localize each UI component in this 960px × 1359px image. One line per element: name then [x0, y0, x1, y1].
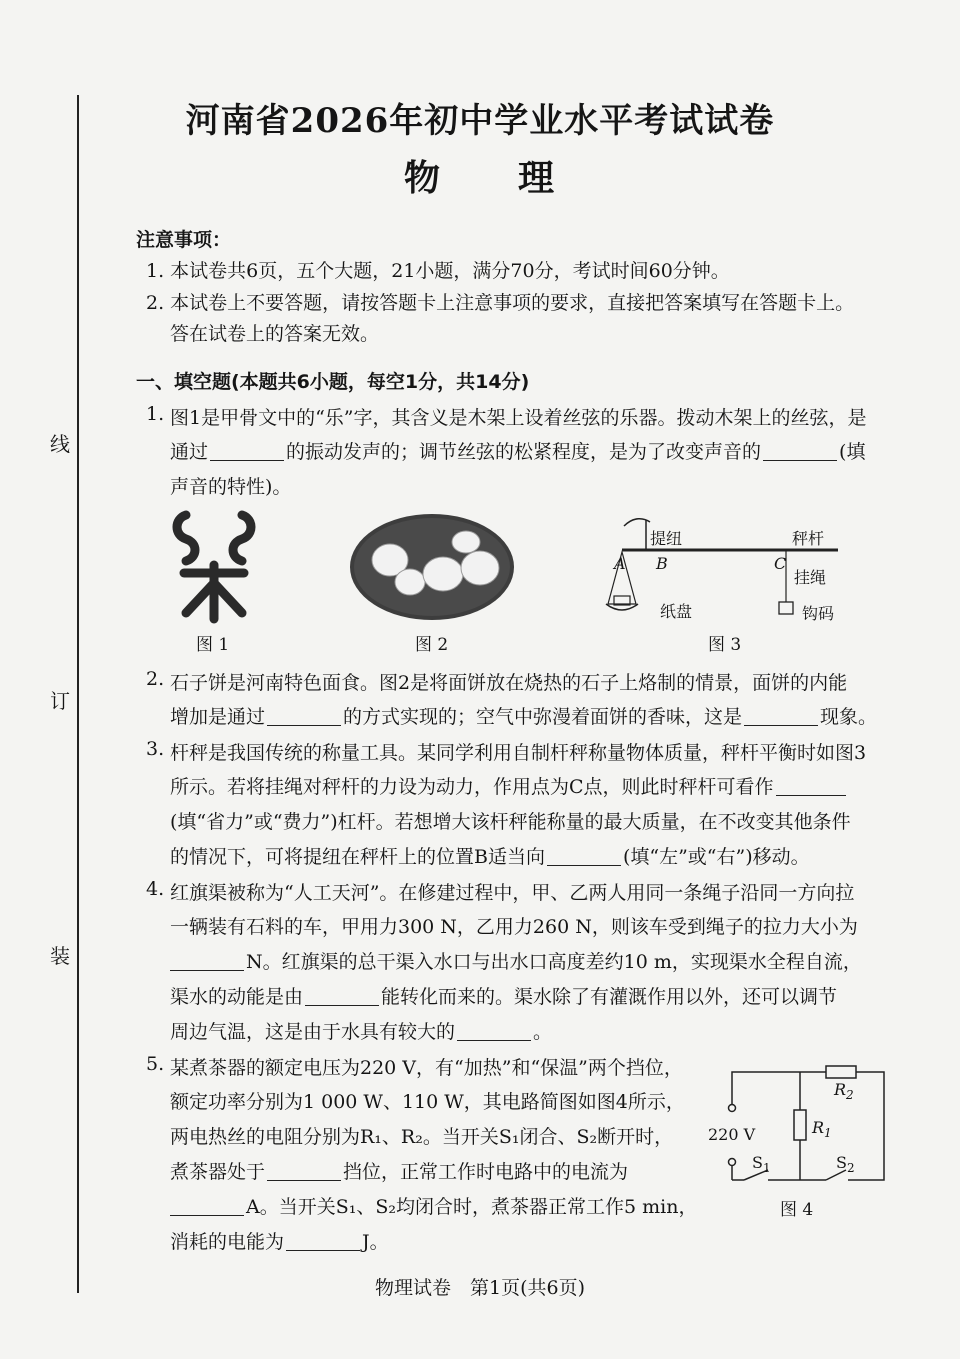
- figure-3-caption: 图 3: [708, 635, 742, 655]
- q3-text-b: 的情况下，可将提纽在秤杆上的位置B适当向: [170, 846, 545, 868]
- q3-line-4: [170, 842, 810, 869]
- q3-number: 3.: [146, 738, 165, 760]
- answer-blank[interactable]: [763, 460, 837, 461]
- answer-blank[interactable]: [170, 1215, 244, 1216]
- q3-text-a: 所示。若将挂绳对秤杆的力设为动力，作用点为C点，则此时秤杆可看作: [170, 776, 774, 798]
- q5-number: 5.: [146, 1053, 165, 1075]
- answer-blank[interactable]: [744, 725, 818, 726]
- fig3-label-c: C: [774, 554, 787, 573]
- q2-text-a: 增加是通过: [170, 706, 266, 728]
- section-heading: 一、填空题(本题共6小题，每空1分，共14分): [136, 371, 530, 393]
- fig3-label-tizu: 提纽: [650, 529, 683, 548]
- answer-blank[interactable]: [457, 1040, 531, 1041]
- q4-text-b: 渠水的动能是由: [170, 986, 304, 1008]
- fig3-label-chenggan: 秤杆: [792, 529, 825, 548]
- fig4-label-r1: $R_1$: [812, 1118, 832, 1141]
- fig3-label-a: A: [614, 554, 626, 573]
- binding-label-zhuang: 装: [50, 944, 70, 968]
- q3-line-1: 杆秤是我国传统的称量工具。某同学利用自制杆秤称量物体质量，秤杆平衡时如图3: [170, 742, 867, 764]
- answer-blank[interactable]: [286, 1250, 360, 1251]
- page-footer: 物理试卷 第1页(共6页): [374, 1277, 585, 1299]
- q4-line-4: [170, 982, 837, 1009]
- answer-blank[interactable]: [776, 795, 846, 796]
- q2-line-2: [170, 702, 877, 729]
- q5-line-5: [170, 1192, 697, 1219]
- exam-title: 河南省2026年初中学业水平考试试卷: [185, 101, 775, 141]
- q5-line-2: 额定功率分别为1 000 W、110 W，其电路简图如图4所示，: [170, 1091, 685, 1113]
- figure-4-caption: 图 4: [780, 1200, 814, 1220]
- q5-line-3: 两电热丝的电阻分别为R₁、R₂。当开关S₁闭合、S₂断开时，: [170, 1126, 674, 1148]
- binding-label-ding: 订: [50, 689, 70, 713]
- notice-heading: 注意事项：: [136, 229, 232, 251]
- q1-line-2: [170, 437, 865, 464]
- q3-text-c: (填“左”或“右”)移动。: [622, 846, 810, 868]
- subject-title: 物 理: [403, 157, 556, 199]
- fig3-label-guasheng: 挂绳: [794, 568, 827, 587]
- notice-item-1: 1. 本试卷共6页，五个大题，21小题，满分70分，考试时间60分钟。: [146, 260, 730, 282]
- answer-blank[interactable]: [210, 460, 284, 461]
- q4-text-e: 。: [533, 1021, 553, 1043]
- q5-text-b: 挡位，正常工作时电路中的电流为: [343, 1161, 629, 1183]
- fig3-label-zhipan: 纸盘: [660, 602, 693, 621]
- q3-line-3: (填“省力”或“费力”)杠杆。若想增大该杆秤能称量的最大质量，在不改变其他条件: [170, 811, 851, 833]
- q5-text-d: 消耗的电能为: [170, 1231, 285, 1253]
- binding-label-xian: 线: [50, 432, 70, 456]
- figure-2-stone-pancake: [348, 512, 516, 622]
- answer-blank[interactable]: [305, 1005, 379, 1006]
- binding-line: [77, 95, 79, 1293]
- q5-line-1: 某煮茶器的额定电压为220 V，有“加热”和“保温”两个挡位，: [170, 1057, 683, 1079]
- fig4-label-voltage: 220 V: [708, 1125, 756, 1144]
- figure-1-caption: 图 1: [196, 635, 230, 655]
- q4-line-3: [170, 947, 862, 974]
- answer-blank[interactable]: [267, 1180, 341, 1181]
- answer-blank[interactable]: [170, 970, 244, 971]
- q4-text-c: 能转化而来的。渠水除了有灌溉作用以外，还可以调节: [381, 986, 838, 1008]
- q4-number: 4.: [146, 878, 165, 900]
- fig4-label-r2: $R_2$: [834, 1080, 854, 1103]
- q4-line-5: [170, 1017, 552, 1044]
- q5-text-c: A。当开关S₁、S₂均闭合时，煮茶器正常工作5 min，: [246, 1196, 698, 1218]
- q4-text-d: 周边气温，这是由于水具有较大的: [170, 1021, 456, 1043]
- figure-2-caption: 图 2: [415, 635, 449, 655]
- fig4-label-s1: $S_1$: [752, 1153, 771, 1176]
- fig4-label-s2: $S_2$: [836, 1153, 855, 1176]
- figure-1-oracle-glyph: [172, 505, 256, 625]
- q4-text-a: N。红旗渠的总干渠入水口与出水口高度差约10 m，实现渠水全程自流，: [246, 951, 862, 973]
- q1-text-b: 的振动发声的；调节丝弦的松紧程度，是为了改变声音的: [286, 441, 762, 463]
- q2-text-b: 的方式实现的；空气中弥漫着面饼的香味，这是: [343, 706, 743, 728]
- q5-line-4: [170, 1157, 628, 1184]
- q1-text-c: (填: [839, 441, 866, 463]
- q1-number: 1.: [146, 403, 165, 425]
- q5-text-e: J。: [362, 1231, 389, 1253]
- q4-line-2: 一辆装有石料的车，甲用力300 N，乙用力260 N，则该车受到绳子的拉力大小为: [170, 916, 858, 938]
- answer-blank[interactable]: [267, 725, 341, 726]
- figure-4-circuit: [722, 1062, 890, 1186]
- answer-blank[interactable]: [547, 865, 621, 866]
- q2-number: 2.: [146, 668, 165, 690]
- q1-line-1: 图1是甲骨文中的“乐”字，其含义是木架上设着丝弦的乐器。拨动木架上的丝弦，是: [170, 407, 867, 429]
- q5-line-6: [170, 1227, 389, 1254]
- q5-text-a: 煮茶器处于: [170, 1161, 266, 1183]
- q1-line-3: 声音的特性)。: [170, 476, 292, 498]
- fig3-label-gouma: 钩码: [802, 604, 835, 623]
- notice-item-2: 2. 本试卷上不要答题，请按答题卡上注意事项的要求，直接把答案填写在答题卡上。: [146, 292, 855, 314]
- notice-item-2-cont: 答在试卷上的答案无效。: [170, 323, 380, 345]
- q4-line-1: 红旗渠被称为“人工天河”。在修建过程中，甲、乙两人用同一条绳子沿同一方向拉: [170, 882, 855, 904]
- q3-line-2: [170, 772, 848, 799]
- q2-line-1: 石子饼是河南特色面食。图2是将面饼放在烧热的石子上烙制的情景，面饼的内能: [170, 672, 848, 694]
- fig3-label-b: B: [656, 554, 668, 573]
- q1-text-a: 通过: [170, 441, 209, 463]
- q2-text-c: 现象。: [820, 706, 878, 728]
